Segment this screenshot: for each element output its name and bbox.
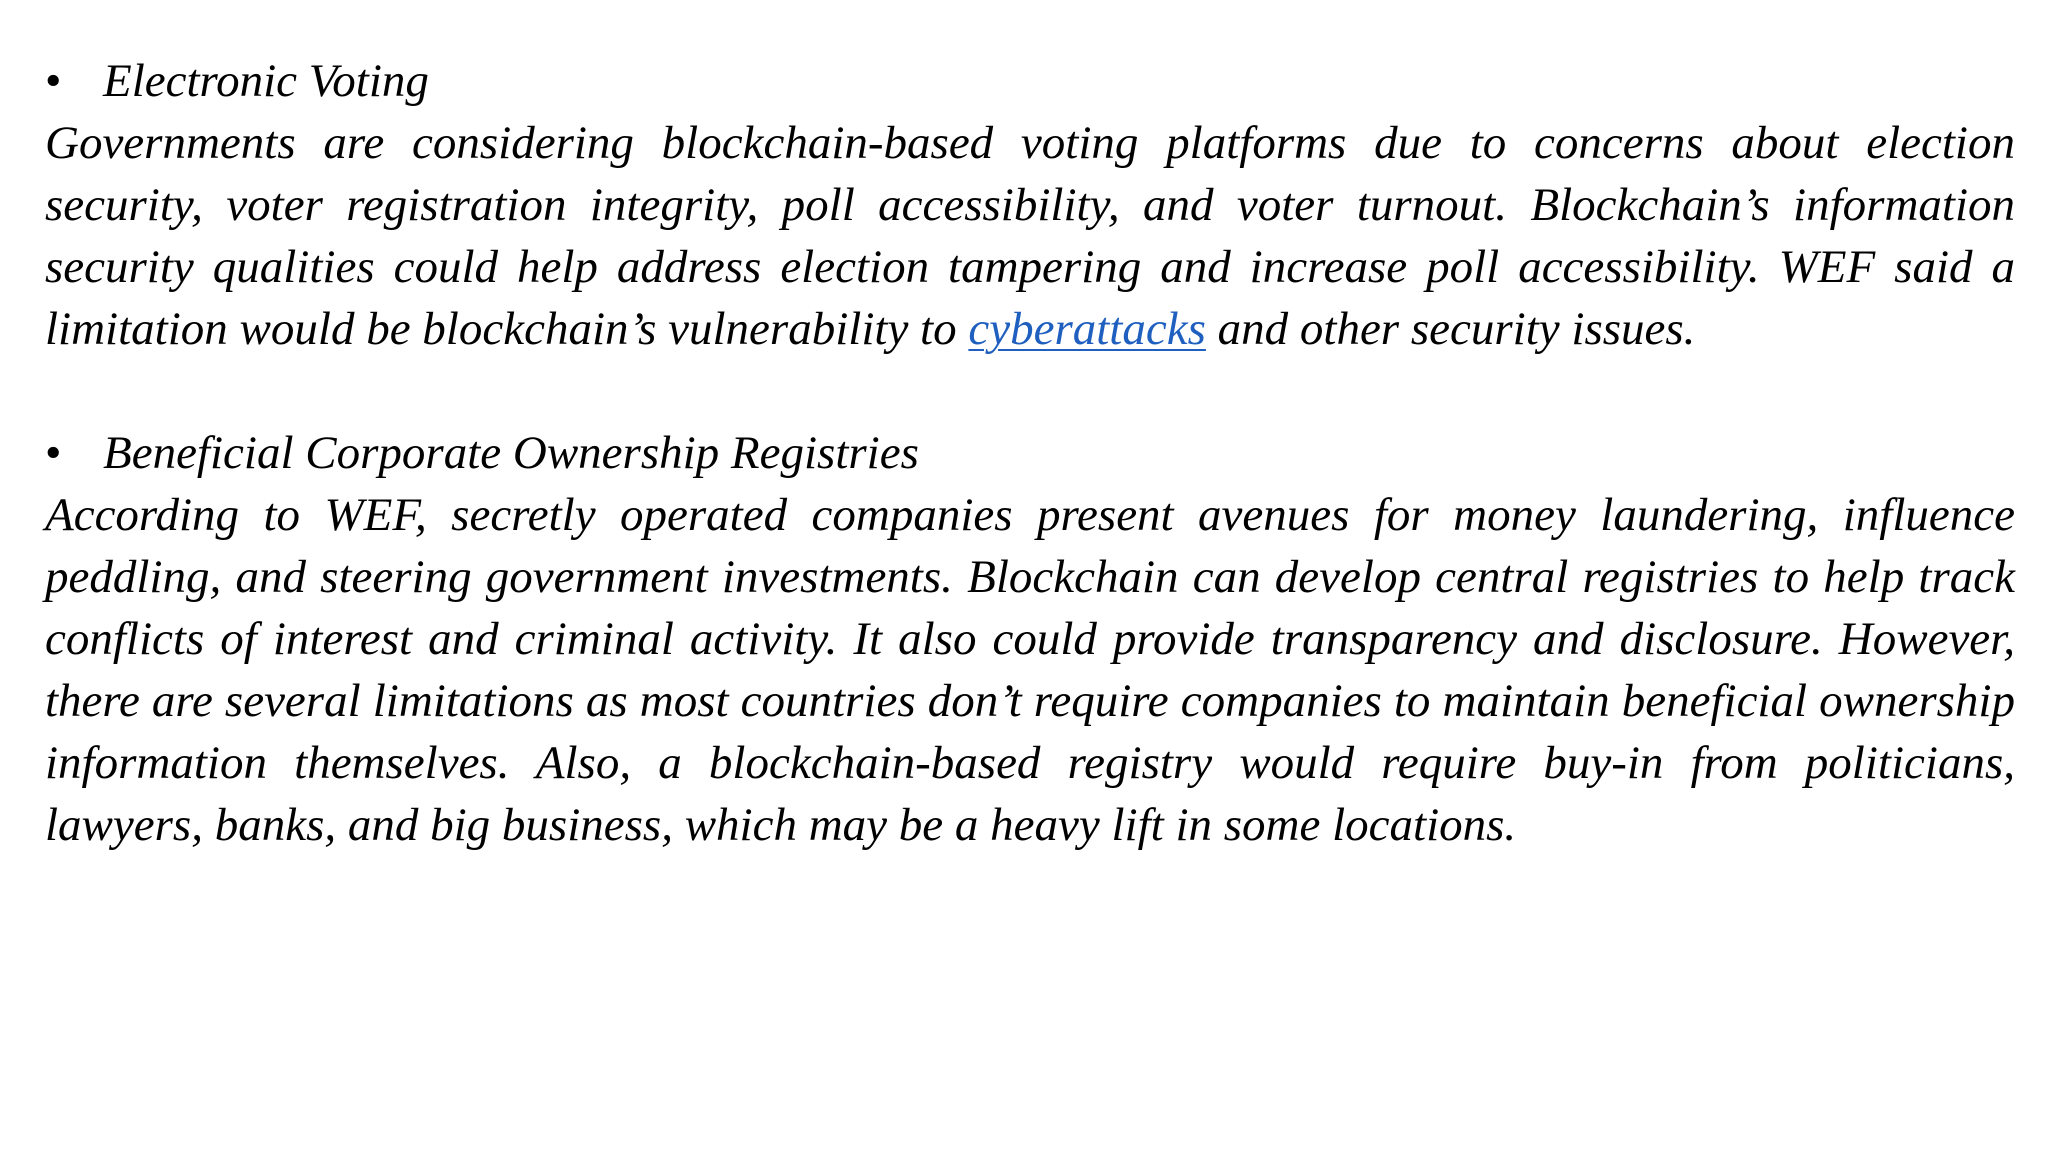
section-paragraph: According to WEF, secretly operated companies present avenues for money laundering, influence peddling, and steering government investments. Blockchain can develop central registries to help track conflicts of interest and criminal activity. It also could provide transparency and disclosure. However, there are several limitations as most countries don’t require companies to maintain beneficial ownership information themselves. Also, a blockchain-based registry would require buy-in from politicians, lawyers, banks, and big business, which may be a heavy lift in some locations. (45, 489, 2015, 851)
cyberattacks-link[interactable]: cyberattacks (968, 303, 1206, 355)
section-paragraph (45, 112, 2015, 360)
bullet-dot-icon: • (45, 427, 62, 479)
paragraph-text: Governments are considering blockchain-based voting platforms due to concerns about election security, voter registration integrity, poll accessibility, and voter turnout. Blockchain’s information security qualities could help address election tampering and increase poll accessibility. WEF said a limitation would be blockchain’s vulnerability to (45, 117, 2015, 355)
bullet-dot-icon: • (45, 55, 62, 107)
bullet-heading (45, 50, 2015, 112)
section-title: Beneficial Corporate Ownership Registries (103, 427, 919, 479)
paragraph-text-end: and other security issues. (1205, 303, 1696, 355)
section-beneficial-ownership (45, 422, 2015, 856)
bullet-heading (45, 422, 2015, 484)
slide-content (45, 50, 2015, 856)
section-electronic-voting (45, 50, 2015, 360)
section-title: Electronic Voting (103, 55, 429, 107)
